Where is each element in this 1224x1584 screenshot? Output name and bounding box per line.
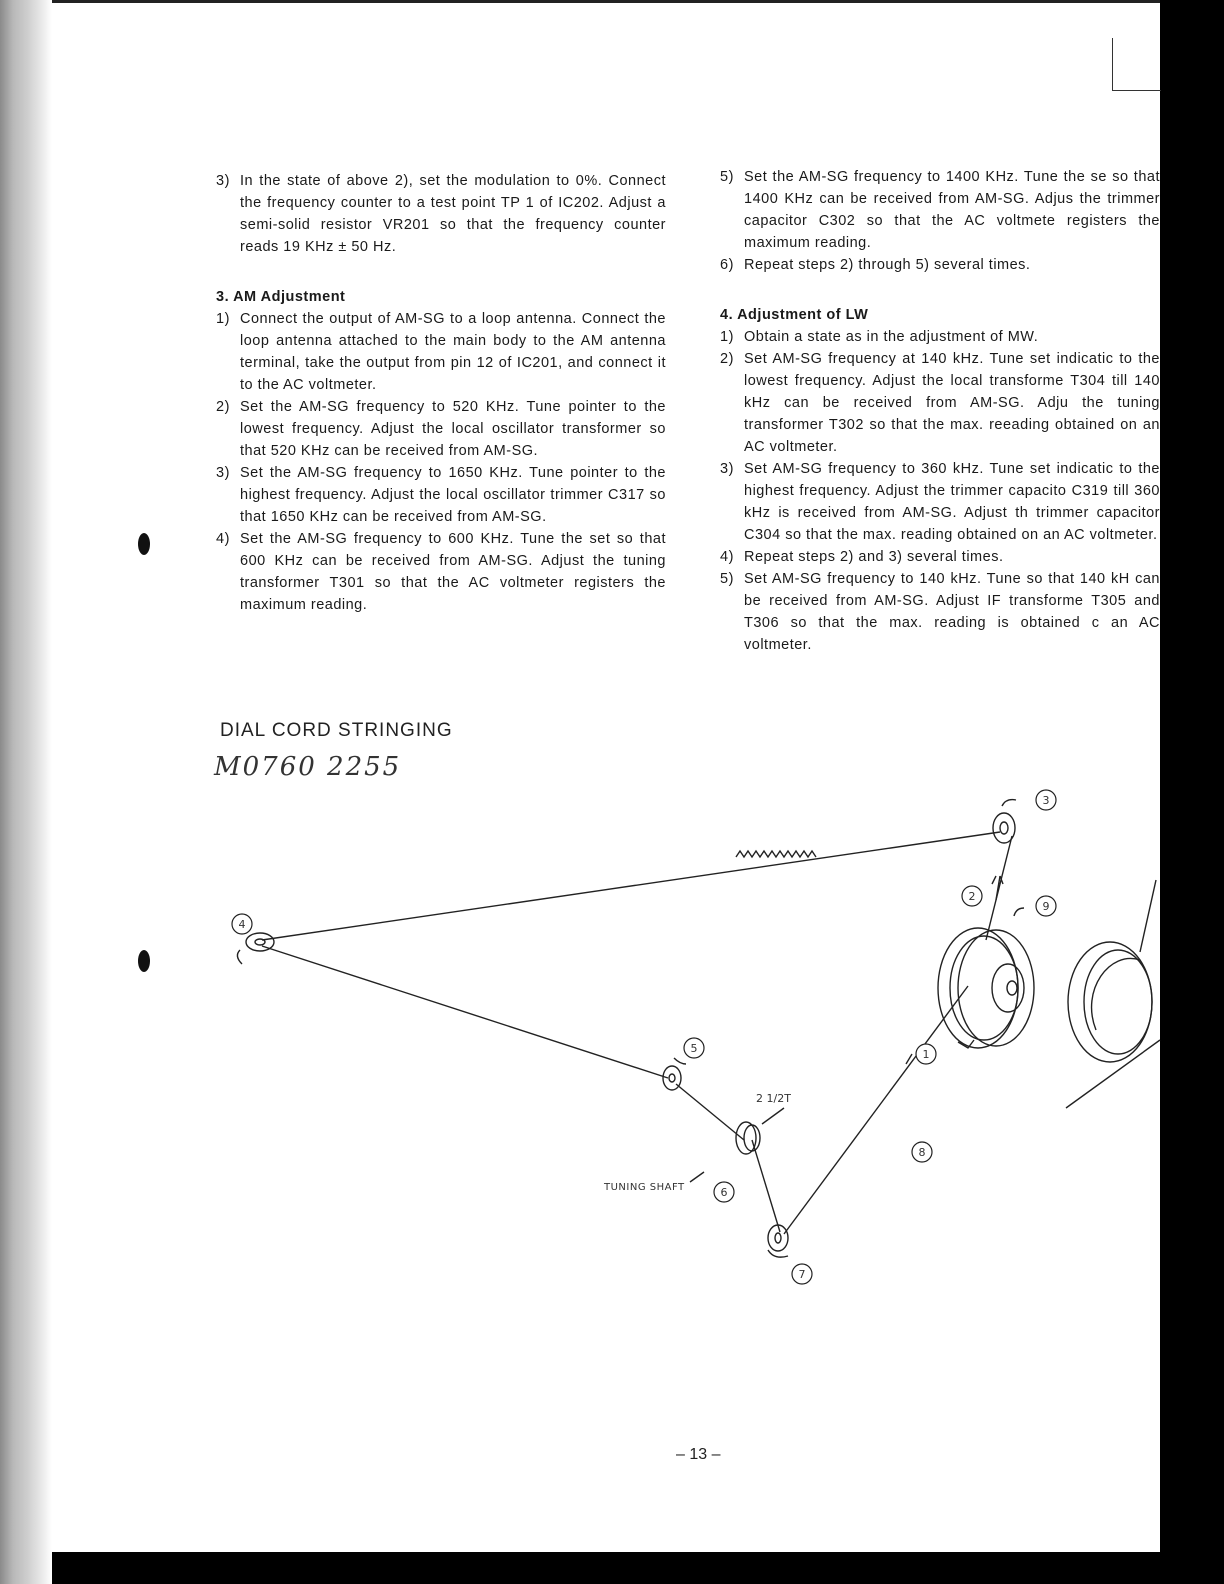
item-text: Set AM-SG frequency at 140 kHz. Tune set indicatic to the lowest frequency. Adjust the local transforme T304 till 140 kHz can be received from AM-SG. Adju the tuning transformer T302 so that the max. reeading obtained on an AC voltmeter. bbox=[744, 351, 1160, 455]
side-drum-line bbox=[1066, 1040, 1160, 1108]
arrow-3 bbox=[1002, 800, 1016, 806]
pulley-4-hub bbox=[255, 939, 265, 945]
shaft-leader bbox=[690, 1172, 704, 1182]
item-text: Set the AM-SG frequency to 1400 KHz. Tune the se so that 1400 KHz can be received from AM-SG. Adjus the trimmer capacitor C302 so that the AC voltmete registers the maximum reading. bbox=[744, 169, 1160, 251]
pulley-7 bbox=[768, 1225, 788, 1251]
arrow-4 bbox=[237, 950, 242, 964]
item-number: 3) bbox=[720, 461, 734, 477]
handwritten-part-number: M0760 2255 bbox=[214, 752, 402, 782]
item-number: 6) bbox=[720, 257, 734, 273]
pulley-4 bbox=[246, 933, 274, 951]
pulley-5 bbox=[663, 1066, 681, 1090]
dial-drum-face bbox=[958, 930, 1034, 1046]
item-text: In the state of above 2), set the modulation to 0%. Connect the frequency counter to a test point TP 1 of IC202. Adjust a semi-solid resistor VR201 so that the frequency counter reads 19 KHz ± 50 Hz. bbox=[240, 173, 666, 255]
pulley-3 bbox=[993, 813, 1015, 843]
item-number: 3) bbox=[216, 173, 230, 189]
section-heading: 4. Adjustment of LW bbox=[720, 307, 869, 323]
section-heading: 3. AM Adjustment bbox=[216, 289, 346, 305]
item-number: 5) bbox=[720, 169, 734, 185]
arrow-9 bbox=[1014, 908, 1024, 916]
tuning-shaft bbox=[736, 1122, 756, 1154]
side-drum-cord bbox=[1092, 958, 1140, 1030]
dial-drum-hub bbox=[992, 964, 1024, 1012]
pulley-5-hub bbox=[669, 1074, 675, 1082]
turns-leader bbox=[762, 1108, 784, 1124]
item-number: 4) bbox=[216, 531, 230, 547]
item-number: 1) bbox=[216, 311, 230, 327]
arrow-5 bbox=[674, 1058, 686, 1064]
marker-label: 8 bbox=[918, 1146, 926, 1159]
item-number: 3) bbox=[216, 465, 230, 481]
marker-label: 3 bbox=[1042, 794, 1050, 807]
cord-shaft-down bbox=[752, 1140, 780, 1232]
turns-label: 2 1/2T bbox=[756, 1092, 791, 1105]
side-drum-inner bbox=[1084, 950, 1152, 1054]
item-text: Repeat steps 2) through 5) several times. bbox=[744, 257, 1031, 273]
side-drum-line bbox=[1140, 880, 1156, 952]
item-text: Set the AM-SG frequency to 1650 KHz. Tune pointer to the highest frequency. Adjust the local oscillator trimmer C317 so that 1650 KHz can be received from AM-SG. bbox=[240, 465, 666, 525]
tuning-shaft-wrap bbox=[744, 1125, 760, 1151]
item-number: 4) bbox=[720, 549, 734, 565]
pulley-3-hub bbox=[1000, 822, 1008, 834]
item-number: 2) bbox=[720, 351, 734, 367]
marker-label: 6 bbox=[720, 1186, 728, 1199]
tension-spring bbox=[736, 851, 816, 857]
pulley-7-hub bbox=[775, 1233, 781, 1243]
marker-label: 4 bbox=[238, 918, 246, 931]
marker-label: 9 bbox=[1042, 900, 1050, 913]
cord-to-shaft bbox=[676, 1084, 744, 1140]
item-text: Set AM-SG frequency to 140 kHz. Tune so that 140 kH can be received from AM-SG. Adjust IF transforme T305 and T306 so that the max. reading is obtained c an AC voltmeter. bbox=[744, 571, 1160, 653]
cord-pulley-to-drum bbox=[986, 836, 1012, 940]
marker-label: 5 bbox=[690, 1042, 698, 1055]
dial-drum-groove bbox=[950, 936, 1018, 1040]
item-text: Repeat steps 2) and 3) several times. bbox=[744, 549, 1004, 565]
marker-label: 7 bbox=[798, 1268, 806, 1281]
cord-to-drum bbox=[784, 986, 968, 1234]
page-number: – 13 – bbox=[676, 1446, 721, 1463]
item-number: 5) bbox=[720, 571, 734, 587]
item-text: Obtain a state as in the adjustment of MW. bbox=[744, 329, 1039, 345]
dial-drum-center bbox=[1007, 981, 1017, 995]
marker-label: 2 bbox=[968, 890, 976, 903]
cord-top-run bbox=[262, 832, 1000, 940]
diagram-title: DIAL CORD STRINGING bbox=[220, 720, 453, 741]
item-number: 2) bbox=[216, 399, 230, 415]
item-text: Set AM-SG frequency to 360 kHz. Tune set indicatic to the highest frequency. Adjust the trimmer capacito C319 till 360 kHz is received from AM-SG. Adjust th trimmer capacitor C304 so that the max. reading obtained on an AC voltmeter. bbox=[744, 461, 1160, 543]
item-text: Set the AM-SG frequency to 520 KHz. Tune pointer to the lowest frequency. Adjust the local oscillator transformer so that 520 KHz can be received from AM-SG. bbox=[240, 399, 666, 459]
marker-label: 1 bbox=[922, 1048, 930, 1061]
item-text: Set the AM-SG frequency to 600 KHz. Tune the set so that 600 KHz can be received from AM-SG. Adjust the tuning transformer T301 so that the AC voltmeter registers the maximum reading. bbox=[240, 531, 666, 613]
item-number: 1) bbox=[720, 329, 734, 345]
cord-lower-run bbox=[262, 946, 668, 1078]
tuning-shaft-label: TUNING SHAFT bbox=[604, 1182, 685, 1193]
item-text: Connect the output of AM-SG to a loop antenna. Connect the loop antenna attached to the main body to the AM antenna terminal, take the output from pin 12 of IC201, and connect it to the AC voltmeter. bbox=[240, 311, 666, 393]
